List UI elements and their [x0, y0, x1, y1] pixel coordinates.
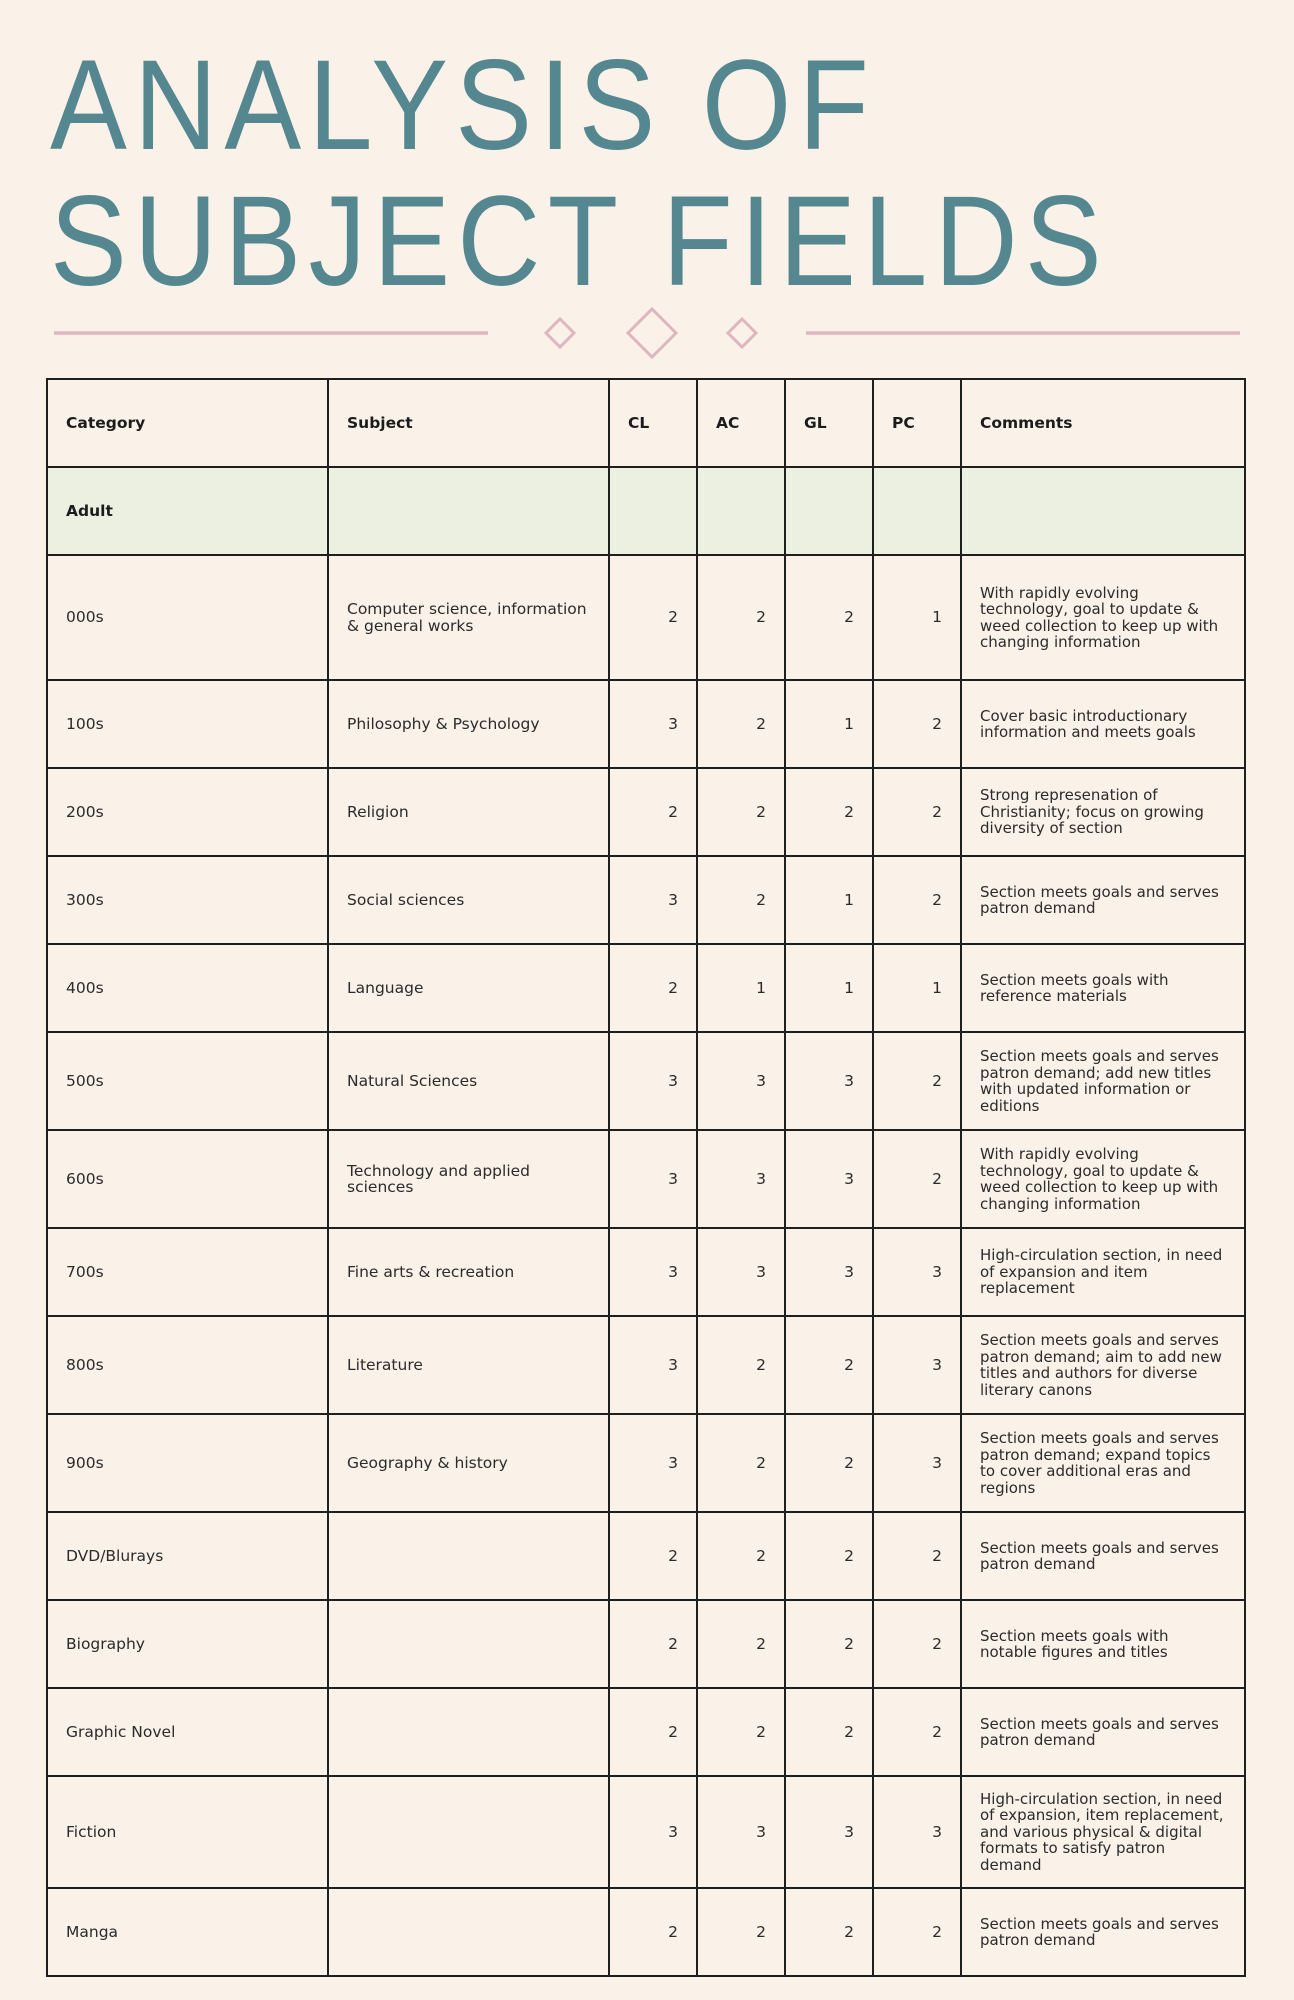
ac-cell: 2	[697, 768, 785, 856]
gl-cell: 2	[785, 1316, 873, 1414]
subject-cell: Literature	[328, 1316, 609, 1414]
ac-cell: 3	[697, 1130, 785, 1228]
table-row	[47, 1600, 1245, 1688]
cl-cell: 2	[609, 1600, 697, 1688]
table-row	[47, 1414, 1245, 1512]
gl-cell: 1	[785, 856, 873, 944]
pc-cell: 3	[873, 1316, 961, 1414]
gl-cell: 1	[785, 680, 873, 768]
table-row	[47, 1888, 1245, 1976]
subject-cell: Religion	[328, 768, 609, 856]
comments-cell: Section meets goals and serves patron demand	[961, 1512, 1245, 1600]
category-cell: DVD/Blurays	[47, 1512, 328, 1600]
ac-cell: 2	[697, 680, 785, 768]
gl-cell: 2	[785, 1414, 873, 1512]
pc-cell: 2	[873, 768, 961, 856]
table-row	[47, 1316, 1245, 1414]
table-row	[47, 944, 1245, 1032]
subject-cell: Natural Sciences	[328, 1032, 609, 1130]
section-label: Adult	[47, 467, 328, 555]
table-header-row	[47, 379, 1245, 467]
gl-cell: 3	[785, 1032, 873, 1130]
comments-cell: With rapidly evolving technology, goal to update & weed collection to keep up with changing information	[961, 555, 1245, 680]
header-ac: AC	[697, 379, 785, 467]
ac-cell: 1	[697, 944, 785, 1032]
comments-cell: Section meets goals and serves patron demand	[961, 1888, 1245, 1976]
subject-cell	[328, 1688, 609, 1776]
table-row	[47, 856, 1245, 944]
pc-cell: 1	[873, 944, 961, 1032]
small-diamond-right-icon	[728, 319, 756, 347]
gl-cell: 3	[785, 1776, 873, 1888]
cl-cell: 2	[609, 944, 697, 1032]
cl-cell: 2	[609, 768, 697, 856]
cl-cell: 3	[609, 680, 697, 768]
pc-cell: 3	[873, 1228, 961, 1316]
small-diamond-left-icon	[546, 319, 574, 347]
gl-cell: 1	[785, 944, 873, 1032]
gl-cell: 2	[785, 1512, 873, 1600]
comments-cell: Cover basic introductionary information and meets goals	[961, 680, 1245, 768]
ac-cell: 2	[697, 856, 785, 944]
ac-cell: 2	[697, 1316, 785, 1414]
pc-cell: 1	[873, 555, 961, 680]
cl-cell: 3	[609, 1316, 697, 1414]
page-title	[50, 34, 1109, 313]
category-cell: 500s	[47, 1032, 328, 1130]
table-row	[47, 1130, 1245, 1228]
subject-cell: Language	[328, 944, 609, 1032]
large-diamond-icon	[628, 309, 676, 357]
pc-cell: 2	[873, 856, 961, 944]
section-empty-cell	[961, 467, 1245, 555]
section-empty-cell	[328, 467, 609, 555]
title-line-2: SUBJECT FIELDS	[50, 170, 1109, 313]
pc-cell: 2	[873, 1688, 961, 1776]
gl-cell: 2	[785, 555, 873, 680]
subject-cell	[328, 1600, 609, 1688]
ac-cell: 2	[697, 1600, 785, 1688]
ac-cell: 2	[697, 1512, 785, 1600]
cl-cell: 2	[609, 1688, 697, 1776]
gl-cell: 2	[785, 768, 873, 856]
ac-cell: 3	[697, 1776, 785, 1888]
ac-cell: 2	[697, 1414, 785, 1512]
cl-cell: 2	[609, 555, 697, 680]
title-line-1: ANALYSIS OF	[50, 34, 877, 177]
ac-cell: 3	[697, 1032, 785, 1130]
subject-cell: Geography & history	[328, 1414, 609, 1512]
ornamental-divider	[0, 300, 1294, 366]
header-gl: GL	[785, 379, 873, 467]
comments-cell: High-circulation section, in need of expansion and item replacement	[961, 1228, 1245, 1316]
subject-cell: Technology and applied sciences	[328, 1130, 609, 1228]
header-subject: Subject	[328, 379, 609, 467]
ac-cell: 3	[697, 1228, 785, 1316]
gl-cell: 3	[785, 1228, 873, 1316]
table-row	[47, 1688, 1245, 1776]
section-empty-cell	[609, 467, 697, 555]
subject-cell	[328, 1888, 609, 1976]
category-cell: 600s	[47, 1130, 328, 1228]
subject-cell	[328, 1512, 609, 1600]
category-cell: 200s	[47, 768, 328, 856]
subject-cell: Social sciences	[328, 856, 609, 944]
comments-cell: High-circulation section, in need of expansion, item replacement, and various physical & digital formats to satisfy patron demand	[961, 1776, 1245, 1888]
comments-cell: Section meets goals and serves patron demand; aim to add new titles and authors for diverse literary canons	[961, 1316, 1245, 1414]
section-row-adult	[47, 467, 1245, 555]
table-row	[47, 1032, 1245, 1130]
category-cell: Fiction	[47, 1776, 328, 1888]
category-cell: Graphic Novel	[47, 1688, 328, 1776]
gl-cell: 2	[785, 1688, 873, 1776]
category-cell: 300s	[47, 856, 328, 944]
table-row	[47, 555, 1245, 680]
pc-cell: 2	[873, 1032, 961, 1130]
header-category: Category	[47, 379, 328, 467]
pc-cell: 3	[873, 1776, 961, 1888]
section-empty-cell	[873, 467, 961, 555]
gl-cell: 2	[785, 1600, 873, 1688]
category-cell: 100s	[47, 680, 328, 768]
category-cell: 800s	[47, 1316, 328, 1414]
pc-cell: 2	[873, 1600, 961, 1688]
category-cell: 000s	[47, 555, 328, 680]
subject-cell: Fine arts & recreation	[328, 1228, 609, 1316]
cl-cell: 3	[609, 1032, 697, 1130]
comments-cell: Section meets goals and serves patron demand	[961, 856, 1245, 944]
category-cell: 700s	[47, 1228, 328, 1316]
header-cl: CL	[609, 379, 697, 467]
comments-cell: Section meets goals and serves patron demand; expand topics to cover additional eras and regions	[961, 1414, 1245, 1512]
section-empty-cell	[785, 467, 873, 555]
category-cell: Biography	[47, 1600, 328, 1688]
cl-cell: 3	[609, 1228, 697, 1316]
subject-cell	[328, 1776, 609, 1888]
comments-cell: Section meets goals with reference materials	[961, 944, 1245, 1032]
ac-cell: 2	[697, 555, 785, 680]
ac-cell: 2	[697, 1888, 785, 1976]
subject-fields-table	[46, 378, 1246, 1977]
gl-cell: 2	[785, 1888, 873, 1976]
cl-cell: 2	[609, 1888, 697, 1976]
category-cell: Manga	[47, 1888, 328, 1976]
cl-cell: 3	[609, 1130, 697, 1228]
category-cell: 400s	[47, 944, 328, 1032]
subject-cell: Philosophy & Psychology	[328, 680, 609, 768]
table-row	[47, 1776, 1245, 1888]
table-row	[47, 1512, 1245, 1600]
table-row	[47, 768, 1245, 856]
pc-cell: 2	[873, 1130, 961, 1228]
gl-cell: 3	[785, 1130, 873, 1228]
category-cell: 900s	[47, 1414, 328, 1512]
section-empty-cell	[697, 467, 785, 555]
ac-cell: 2	[697, 1688, 785, 1776]
cl-cell: 3	[609, 1776, 697, 1888]
header-pc: PC	[873, 379, 961, 467]
comments-cell: With rapidly evolving technology, goal to update & weed collection to keep up with changing information	[961, 1130, 1245, 1228]
comments-cell: Section meets goals and serves patron demand	[961, 1688, 1245, 1776]
header-comments: Comments	[961, 379, 1245, 467]
cl-cell: 2	[609, 1512, 697, 1600]
pc-cell: 2	[873, 680, 961, 768]
cl-cell: 3	[609, 856, 697, 944]
pc-cell: 3	[873, 1414, 961, 1512]
comments-cell: Section meets goals with notable figures and titles	[961, 1600, 1245, 1688]
cl-cell: 3	[609, 1414, 697, 1512]
table-row	[47, 680, 1245, 768]
subject-cell: Computer science, information & general works	[328, 555, 609, 680]
table-row	[47, 1228, 1245, 1316]
comments-cell: Strong represenation of Christianity; focus on growing diversity of section	[961, 768, 1245, 856]
pc-cell: 2	[873, 1512, 961, 1600]
comments-cell: Section meets goals and serves patron demand; add new titles with updated information or editions	[961, 1032, 1245, 1130]
pc-cell: 2	[873, 1888, 961, 1976]
